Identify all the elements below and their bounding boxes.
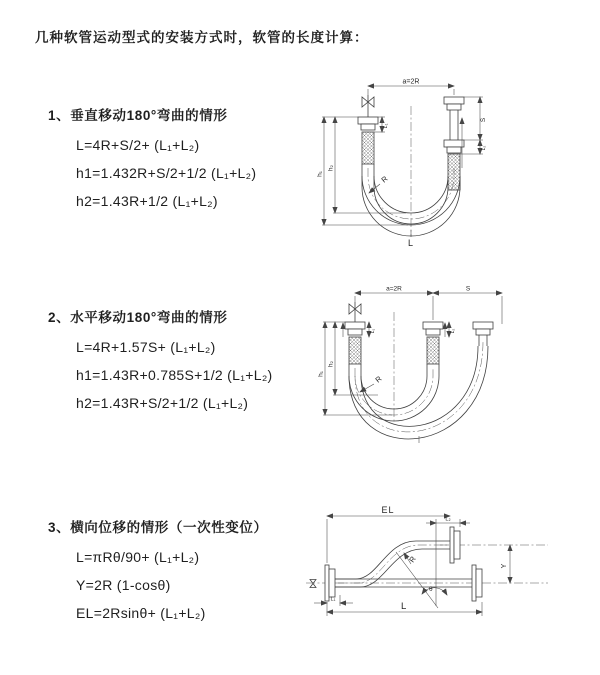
flange xyxy=(345,322,365,329)
flange xyxy=(447,147,461,153)
length-label: L xyxy=(408,238,414,248)
dim-label-l2: L₂ xyxy=(450,328,456,334)
flange xyxy=(476,329,490,335)
dim-label-l1: L₁ xyxy=(383,123,389,129)
formula-h1: h1=1.432R+S/2+1/2 (L₁+L₂) xyxy=(76,165,257,181)
section-1-heading: 1、垂直移动180°弯曲的情形 xyxy=(48,108,228,123)
dim-label-h1: h₁ xyxy=(316,171,324,177)
diagram-lateral-displacement xyxy=(300,502,596,652)
dimension-lines xyxy=(314,505,510,616)
right-pipe-assembly xyxy=(444,97,464,190)
dim-label-l2: L₂ xyxy=(445,516,451,523)
dim-label-l1: L₁ xyxy=(330,596,336,603)
radius-label: R xyxy=(373,374,384,385)
braided-hose-sleeve xyxy=(362,132,374,164)
section-2-heading: 2、水平移动180°弯曲的情形 xyxy=(48,310,228,325)
left-pipe-assembly xyxy=(345,302,365,364)
hose-u-bend xyxy=(349,342,488,439)
dim-label-l2: L₂ xyxy=(481,145,487,151)
flange xyxy=(348,329,362,335)
formula-length: L=4R+S/2+ (L₁+L₂) xyxy=(76,137,200,153)
fixed-end-mark xyxy=(310,584,316,588)
radius-label: R xyxy=(379,174,390,185)
flange xyxy=(444,140,464,147)
dim-label-el: EL xyxy=(381,505,395,515)
formula-length: L=πRθ/90+ (L₁+L₂) xyxy=(76,549,200,565)
flange xyxy=(329,569,335,597)
flange xyxy=(476,569,482,597)
angle-label: θ xyxy=(429,586,433,593)
dim-label-l1: L₁ xyxy=(370,328,376,334)
valve-icon xyxy=(368,97,374,107)
middle-pipe-assembly xyxy=(423,322,443,364)
flange xyxy=(361,124,375,130)
radius-label: R xyxy=(407,554,418,565)
left-pipe-assembly xyxy=(358,95,378,164)
page-title: 几种软管运动型式的安装方式时，软管的长度计算： xyxy=(35,30,369,45)
diagram-horizontal-180-bend xyxy=(312,284,550,454)
dim-label-y: Y xyxy=(501,563,508,569)
flange xyxy=(454,531,460,559)
dim-label-h1: h₁ xyxy=(317,371,325,377)
dim-label-a2r: a=2R xyxy=(402,78,420,86)
formula-h2: h2=1.43R+S/2+1/2 (L₁+L₂) xyxy=(76,395,249,411)
formula-h2: h2=1.43R+1/2 (L₁+L₂) xyxy=(76,193,218,209)
section-3-heading: 3、横向位移的情形（一次性变位） xyxy=(48,520,268,535)
flange xyxy=(423,322,443,329)
formula-el: EL=2Rsinθ+ (L₁+L₂) xyxy=(76,605,206,621)
section-lateral-displacement xyxy=(0,516,320,627)
displaced-hose-edge xyxy=(335,549,450,587)
dimension-lines xyxy=(318,286,503,444)
hose-and-pipes xyxy=(310,527,482,601)
flange xyxy=(325,565,329,601)
flange xyxy=(473,322,493,329)
dim-label-s: S xyxy=(480,117,487,123)
braided-hose-sleeve xyxy=(349,337,361,364)
flange xyxy=(447,104,461,110)
flange xyxy=(444,97,464,104)
formula-h1: h1=1.43R+0.785S+1/2 (L₁+L₂) xyxy=(76,367,273,383)
dim-label-l: L xyxy=(401,601,407,612)
diagram-vertical-180-bend xyxy=(312,76,524,252)
valve-icon xyxy=(355,304,361,314)
displaced-hose-edge xyxy=(335,541,450,579)
braided-hose-sleeve xyxy=(448,154,460,190)
section-vertical-movement xyxy=(0,104,320,215)
flange xyxy=(426,329,440,335)
formula-y: Y=2R (1-cosθ) xyxy=(76,577,171,593)
flange xyxy=(358,117,378,124)
dim-label-s: S xyxy=(465,285,471,293)
valve-icon xyxy=(362,97,368,107)
valve-icon xyxy=(349,304,355,314)
formula-length: L=4R+1.57S+ (L₁+L₂) xyxy=(76,339,216,355)
flange xyxy=(450,527,454,563)
flange xyxy=(472,565,476,601)
braided-hose-sleeve xyxy=(427,337,439,364)
dim-label-h2: h₂ xyxy=(327,164,335,172)
dim-label-a2r: a=2R xyxy=(386,285,402,293)
dim-label-h2: h₂ xyxy=(327,360,335,368)
section-horizontal-movement xyxy=(0,306,320,417)
